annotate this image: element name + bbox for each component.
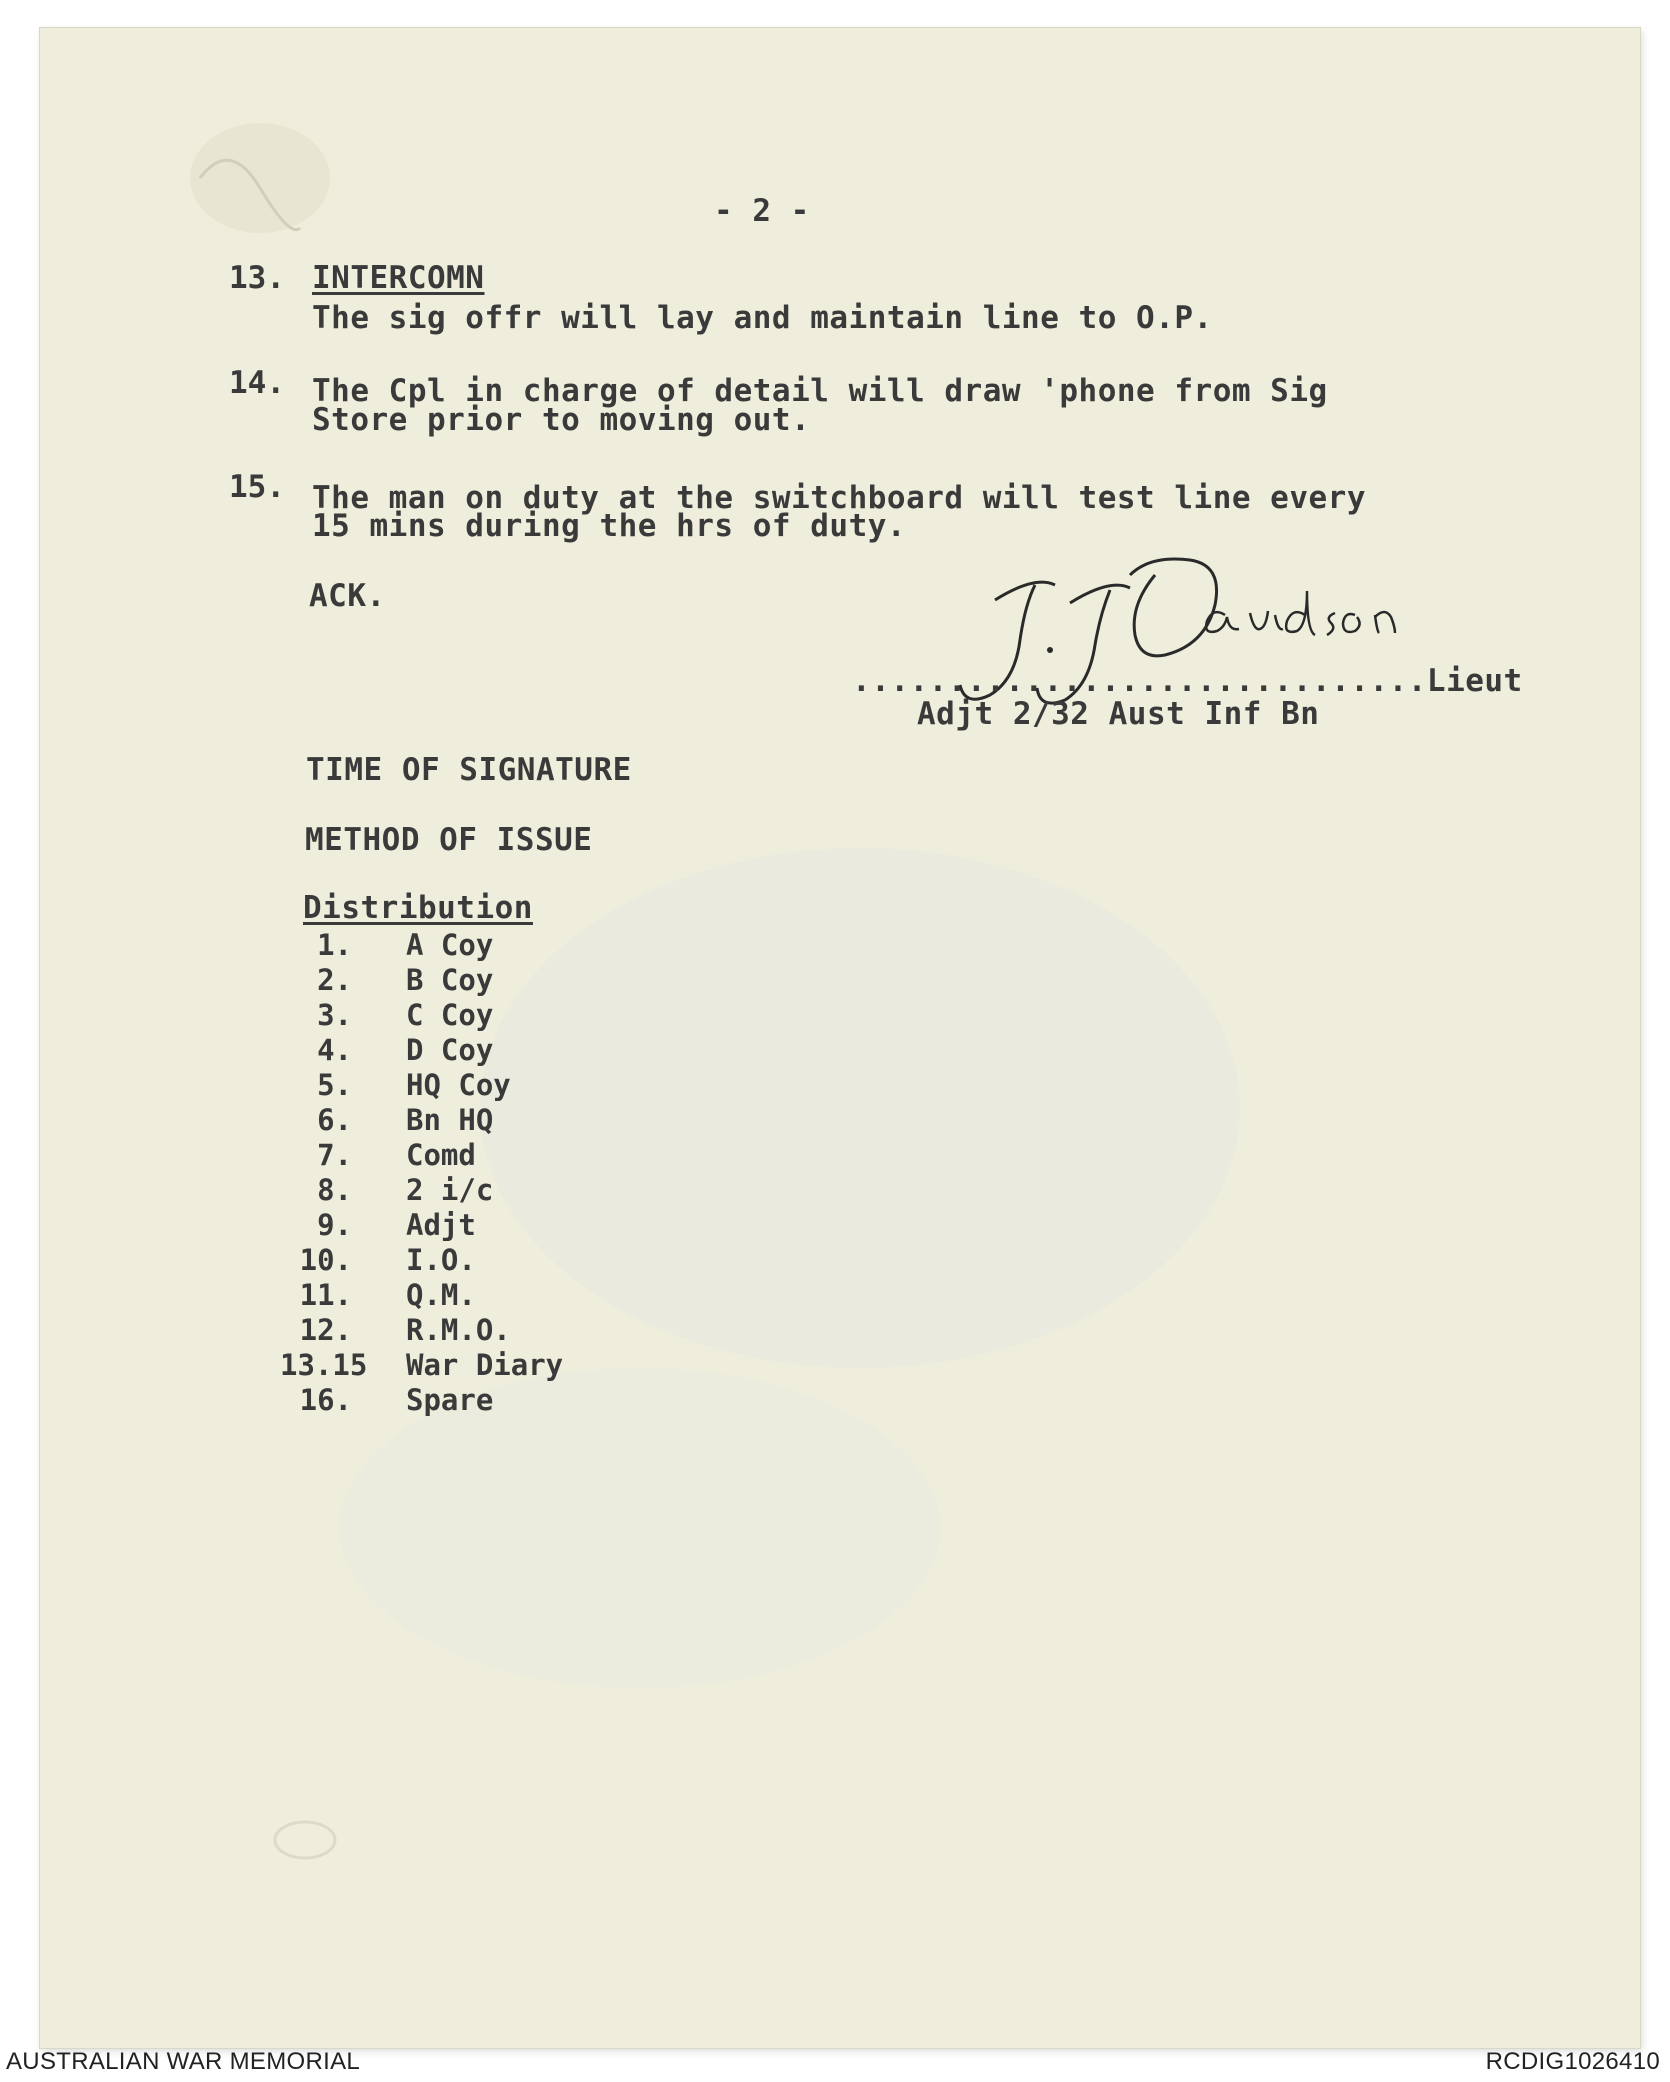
time-of-signature-label: TIME OF SIGNATURE xyxy=(306,752,632,788)
distribution-item-number: 4. xyxy=(317,1033,352,1067)
distribution-item xyxy=(280,1348,660,1385)
method-of-issue-label: METHOD OF ISSUE xyxy=(305,822,593,858)
signature-dotted-line: ..............................Lieut xyxy=(852,663,1523,699)
distribution-item-label: A Coy xyxy=(406,928,494,962)
signature-appointment: Adjt 2/32 Aust Inf Bn xyxy=(917,696,1320,732)
distribution-item-number: 2. xyxy=(317,963,352,997)
distribution-item xyxy=(280,1068,660,1105)
paragraph-14-line-2: Store prior to moving out. xyxy=(312,402,811,438)
distribution-item-label: War Diary xyxy=(406,1348,564,1382)
distribution-item-number: 7. xyxy=(317,1138,352,1172)
paragraph-14-line-1: The Cpl in charge of detail will draw 'phone from Sig xyxy=(312,373,1328,409)
distribution-item xyxy=(280,1313,660,1350)
distribution-item-label: HQ Coy xyxy=(406,1068,511,1102)
page-number: - 2 - xyxy=(714,193,810,229)
paragraph-13-heading: INTERCOMN xyxy=(312,260,485,296)
distribution-item xyxy=(280,1208,660,1245)
distribution-item-number: 6. xyxy=(317,1103,352,1137)
distribution-item xyxy=(280,1243,660,1280)
distribution-item xyxy=(280,963,660,1000)
distribution-item-label: D Coy xyxy=(406,1033,494,1067)
distribution-item-label: Bn HQ xyxy=(406,1103,494,1137)
distribution-item-label: I.O. xyxy=(406,1243,476,1277)
distribution-item-label: Comd xyxy=(406,1138,476,1172)
paragraph-15-number: 15. xyxy=(229,469,285,505)
distribution-item xyxy=(280,1278,660,1315)
paragraph-13-line-1: The sig offr will lay and maintain line to O.P. xyxy=(312,300,1213,336)
paragraph-15-line-1: The man on duty at the switchboard will test line every xyxy=(312,480,1366,516)
distribution-item-number: 8. xyxy=(317,1173,352,1207)
distribution-item-label: Q.M. xyxy=(406,1278,476,1312)
distribution-item-label: Spare xyxy=(406,1383,494,1417)
distribution-item-number: 12. xyxy=(299,1313,352,1347)
distribution-item xyxy=(280,1033,660,1070)
distribution-item xyxy=(280,1383,660,1420)
distribution-item-number: 5. xyxy=(317,1068,352,1102)
distribution-item-label: Adjt xyxy=(406,1208,476,1242)
distribution-item xyxy=(280,998,660,1035)
distribution-item-number: 3. xyxy=(317,998,352,1032)
archive-reference: RCDIG1026410 xyxy=(1485,2048,1660,2075)
distribution-item-number: 13.15 xyxy=(280,1348,368,1382)
distribution-item-number: 16. xyxy=(299,1383,352,1417)
distribution-item-label: 2 i/c xyxy=(406,1173,494,1207)
distribution-item-number: 11. xyxy=(299,1278,352,1312)
ack-label: ACK. xyxy=(309,578,386,614)
archive-caption: AUSTRALIAN WAR MEMORIAL xyxy=(6,2048,361,2075)
distribution-item-number: 9. xyxy=(317,1208,352,1242)
distribution-item-label: C Coy xyxy=(406,998,494,1032)
distribution-item xyxy=(280,928,660,965)
distribution-item-label: R.M.O. xyxy=(406,1313,511,1347)
paragraph-13-number: 13. xyxy=(229,260,285,296)
distribution-item-label: B Coy xyxy=(406,963,494,997)
distribution-item-number: 1. xyxy=(317,928,352,962)
distribution-heading: Distribution xyxy=(303,890,533,926)
distribution-item xyxy=(280,1138,660,1175)
distribution-item xyxy=(280,1103,660,1140)
distribution-item-number: 10. xyxy=(299,1243,352,1277)
paragraph-14-number: 14. xyxy=(229,365,285,401)
paragraph-15-line-2: 15 mins during the hrs of duty. xyxy=(312,508,907,544)
distribution-item xyxy=(280,1173,660,1210)
